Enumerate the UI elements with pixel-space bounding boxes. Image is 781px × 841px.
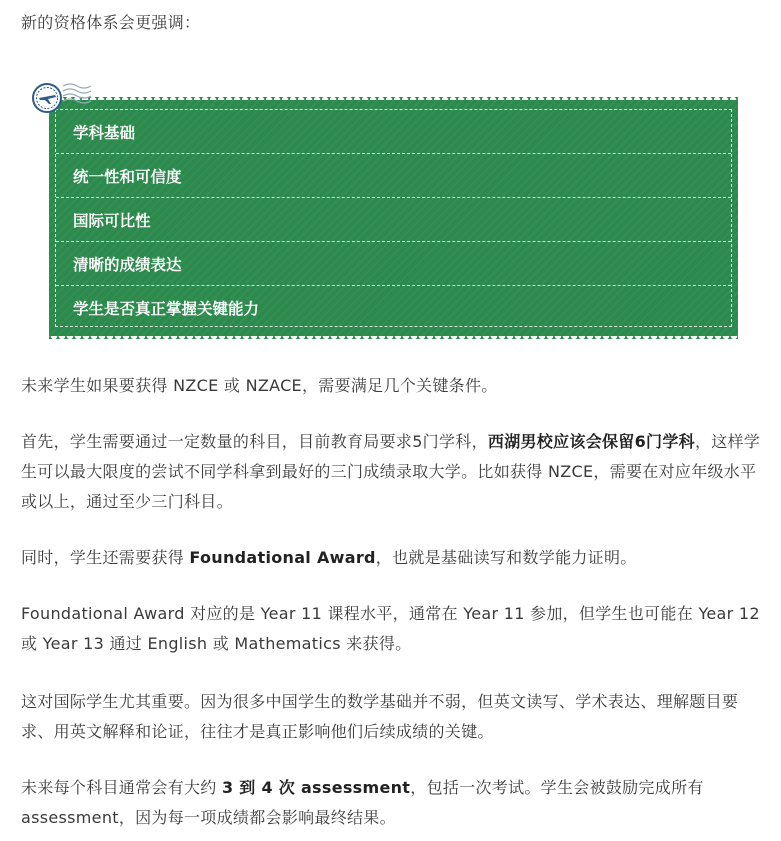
intro-text: 新的资格体系会更强调： — [21, 13, 201, 32]
paragraph-year-levels: Foundational Award 对应的是 Year 11 课程水平，通常在 Year 11 参加，但学生也可能在 Year 12 或 Year 13 通过 English 或 Mathematics 来获得。 — [21, 604, 760, 653]
emphasis-item: 学生是否真正掌握关键能力 — [73, 299, 260, 318]
paragraph-subjects — [21, 427, 766, 517]
text-segment: 同时，学生还需要获得 — [21, 548, 190, 567]
text-segment: ，这样学生可以最大限度的尝试不同学科拿到最好的三门成绩录取大学。比如获得 NZCE，需要在对应年级水平或以上，通过至少三门科目。 — [21, 432, 761, 511]
paragraph-conditions: 未来学生如果要获得 NZCE 或 NZACE，需要满足几个关键条件。 — [21, 376, 498, 395]
airplane-postmark-icon — [30, 76, 96, 120]
highlight-text: 3 到 4 次 assessment — [222, 778, 411, 797]
emphasis-item: 国际可比性 — [56, 198, 731, 242]
emphasis-item: 清晰的成绩表达 — [56, 242, 731, 286]
emphasis-box — [49, 97, 738, 339]
emphasis-list — [55, 109, 732, 327]
text-segment: 未来每个科目通常会有大约 — [21, 778, 222, 797]
emphasis-item: 学科基础 — [56, 110, 731, 154]
text-segment: ，包括一次考试。学生会被鼓励完成所有 assessment，因为每一项成绩都会影响最终结果。 — [21, 778, 704, 827]
paragraph-international: 这对国际学生尤其重要。因为很多中国学生的数学基础并不弱，但英文读写、学术表达、理解题目要求、用英文解释和论证，往往才是真正影响他们后续成绩的关键。 — [21, 692, 739, 741]
paragraph-foundational — [21, 543, 766, 573]
highlight-text: 西湖男校应该会保留6门学科 — [487, 432, 695, 451]
highlight-text: Foundational Award — [189, 548, 376, 567]
text-segment: ，也就是基础读写和数学能力证明。 — [375, 548, 637, 567]
paragraph-assessment — [21, 773, 766, 833]
text-segment: 首先，学生需要通过一定数量的科目，目前教育局要求5门学科， — [21, 432, 488, 451]
emphasis-item: 统一性和可信度 — [56, 154, 731, 198]
